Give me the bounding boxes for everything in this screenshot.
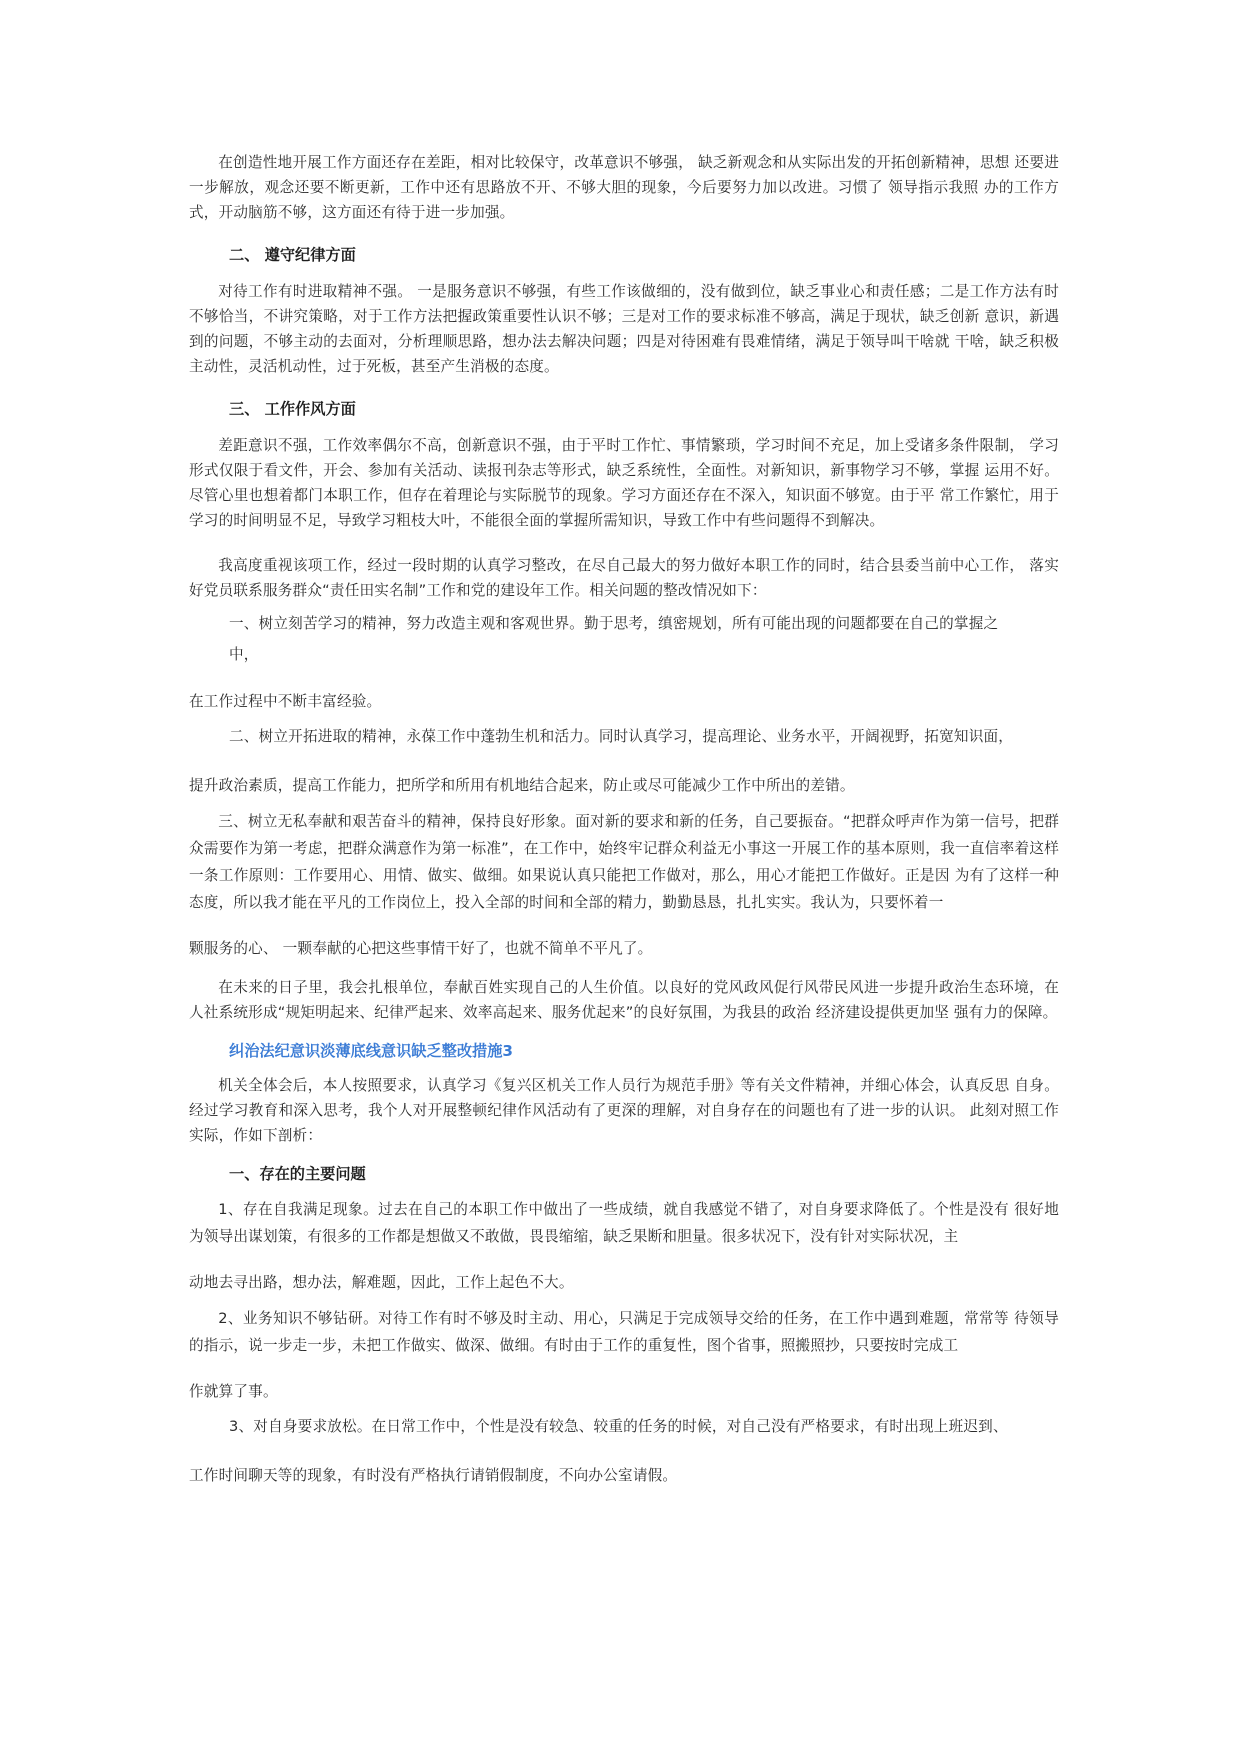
problem-three-line-a: 3、对自身要求放松。在日常工作中，个性是没有较急、较重的任务的时候，对自己没有严格要求，有时出现上班迟到、 [229, 1418, 1008, 1435]
item-one-line-c: 在工作过程中不断丰富经验。 [189, 693, 382, 710]
section-heading-work-style: 三、 工作作风方面 [229, 400, 356, 418]
article-title-link[interactable]: 纠治法纪意识淡薄底线意识缺乏整改措施3 [229, 1042, 513, 1060]
problem-two-paragraph: 2、业务知识不够钻研。对待工作有时不够及时主动、用心，只满足于完成领导交给的任务，在工作中遇到难题，常常等 待领导的指示，说一步走一步，未把工作做实、做深、做细。有时由于工作的重复性，图个省事，照搬照抄，只要按时完成工 [189, 1310, 1059, 1354]
paragraph-discipline: 对待工作有时进取精神不强。 一是服务意识不够强，有些工作该做细的，没有做到位，缺乏事业心和责任感；二是工作方法有时不够恰当，不讲究策略，对于工作方法把握政策重要性认识不够；三是对工作的要求标准不够高，满足于现状，缺乏创新 意识，新遇到的问题，不够主动的去面对，分析理顺思路，想办法去解决问题；四是对待困难有畏难情绪，满足于领导叫干啥就 干啥，缺乏积极主动性，灵活机动性，过于死板，甚至产生消极的态度。 [189, 283, 1059, 375]
problem-two-continuation: 作就算了事。 [189, 1383, 278, 1400]
item-two-line-a: 二、树立开拓进取的精神，永葆工作中蓬勃生机和活力。同时认真学习，提高理论、业务水平，开阔视野，拓宽知识面， [229, 728, 1014, 745]
paragraph-future: 在未来的日子里，我会扎根单位，奉献百姓实现自己的人生价值。以良好的党风政风促行风带民风进一步提升政治生态环境，在人社系统形成“规矩明起来、纪律严起来、效率高起来、服务优起来”的良好氛围，为我县的政治 经济建设提供更加坚 强有力的保障。 [189, 979, 1059, 1021]
item-one-line-b: 中， [229, 646, 259, 663]
item-three-paragraph: 三、树立无私奉献和艰苦奋斗的精神，保持良好形象。面对新的要求和新的任务，自己要振奋。“把群众呼声作为第一信号，把群众需要作为第一考虑，把群众满意作为第一标准”，在工作中，始终牢记群众利益无小事这一开展工作的基本原则，我一直信率着这样一条工作原则：工作要用心、用情、做实、做细。如果说认真只能把工作做对，那么，用心才能把工作做好。正是因 为有了这样一种态度，所以我才能在平凡的工作岗位上，投入全部的时间和全部的精力，勤勤恳恳，扎扎实实。我认为，只要怀着一 [189, 813, 1059, 911]
item-one-line-a: 一、树立刻苦学习的精神，努力改造主观和客观世界。勤于思考，缜密规划，所有可能出现的问题都要在自己的掌握之 [229, 615, 999, 632]
problem-one-paragraph: 1、存在自我满足现象。过去在自己的本职工作中做出了一些成绩，就自我感觉不错了，对自身要求降低了。个性是没有 很好地为领导出谋划策，有很多的工作都是想做又不敢做，畏畏缩缩，缺乏果断和胆量。很多状况下，没有针对实际状况，主 [189, 1201, 1059, 1245]
paragraph-creativity: 在创造性地开展工作方面还存在差距，相对比较保守，改革意识不够强， 缺乏新观念和从实际出发的开拓创新精神，思想 还要进一步解放，观念还要不断更新，工作中还有思路放不开、不够大胆的现象，今后要努力加以改进。习惯了 领导指示我照 办的工作方式，开动脑筋不够，这方面还有待于进一步加强。 [189, 154, 1059, 221]
problem-three-line-b: 工作时间聊天等的现象，有时没有严格执行请销假制度，不向办公室请假。 [189, 1467, 678, 1484]
paragraph-work-style: 差距意识不强，工作效率偶尔不高，创新意识不强，由于平时工作忙、事情繁琐，学习时间不充足，加上受诸多条件限制， 学习形式仅限于看文件，开会、参加有关活动、读报刊杂志等形式，缺乏系统性，全面性。对新知识，新事物学习不够，掌握 运用不好。尽管心里也想着都门本职工作，但存在着理论与实际脱节的现象。学习方面还存在不深入，知识面不够宽。由于平 常工作繁忙，用于学习的时间明显不足，导致学习粗枝大叶，不能很全面的掌握所需知识，导致工作中有些问题得不到解决。 [189, 437, 1059, 529]
paragraph-meeting: 机关全体会后，本人按照要求，认真学习《复兴区机关工作人员行为规范手册》等有关文件精神，并细心体会，认真反思 自身。经过学习教育和深入思考，我个人对开展整顿纪律作风活动有了更深的理解，对自身存在的问题也有了进一步的认识。 此刻对照工作实际，作如下剖析： [189, 1077, 1059, 1144]
item-two-line-b: 提升政治素质，提高工作能力，把所学和所用有机地结合起来，防止或尽可能减少工作中所出的差错。 [189, 777, 855, 794]
section-heading-main-problems: 一、存在的主要问题 [229, 1165, 366, 1183]
item-three-continuation: 颗服务的心、 一颗奉献的心把这些事情干好了，也就不简单不平凡了。 [189, 940, 653, 957]
document-page [189, 150, 1059, 1488]
problem-one-continuation: 动地去寻出路，想办法，解难题，因此，工作上起色不大。 [189, 1274, 574, 1291]
section-heading-discipline: 二、 遵守纪律方面 [229, 246, 356, 264]
paragraph-rectification-intro: 我高度重视该项工作，经过一段时期的认真学习整改，在尽自己最大的努力做好本职工作的同时，结合县委当前中心工作， 落实好党员联系服务群众“责任田实名制”工作和党的建设年工作。相关问题的整改情况如下： [189, 557, 1059, 599]
